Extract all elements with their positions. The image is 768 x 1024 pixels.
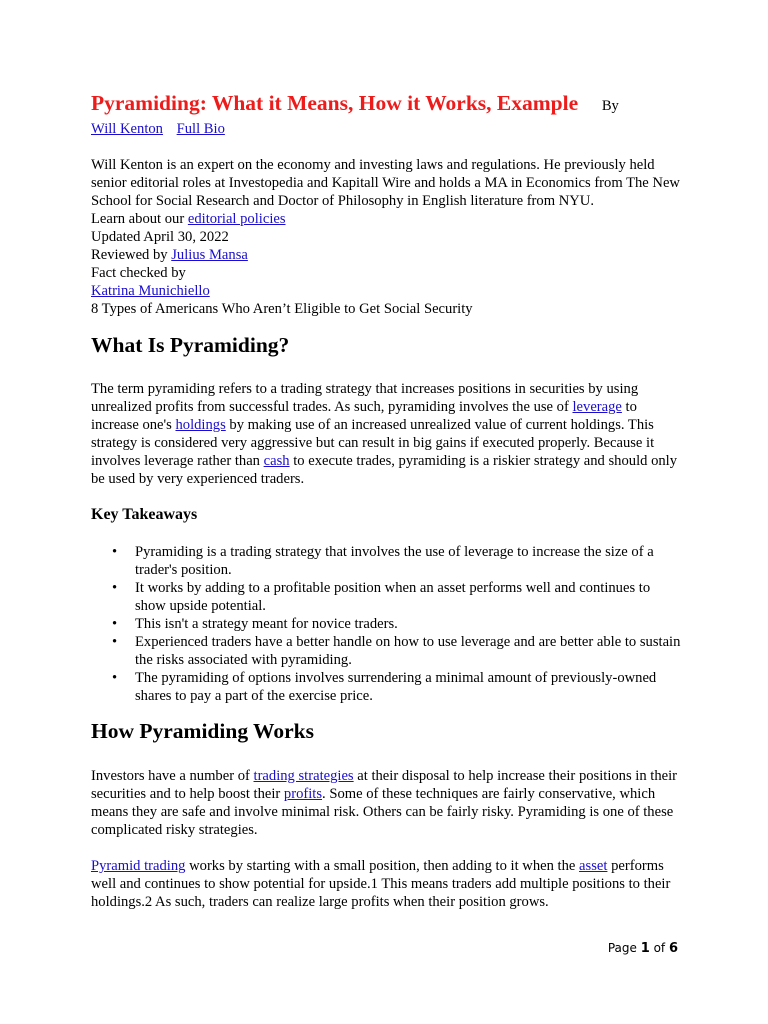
section2-paragraph-1 xyxy=(91,767,681,839)
of-word: of xyxy=(649,941,669,955)
text-span: works by starting with a small position, then adding to it when the xyxy=(185,858,580,874)
text-span: at their disposal to help increase their positions in their securities and to help boost their xyxy=(91,768,678,802)
updated-date: Updated April 30, 2022 xyxy=(91,229,229,245)
article-title: Pyramiding: What it Means, How it Works, Example xyxy=(91,91,579,115)
fact-checked-label: Fact checked by xyxy=(91,265,186,281)
current-page: 1 xyxy=(640,941,650,956)
editorial-policies-link[interactable]: editorial policies xyxy=(187,211,286,227)
leverage-link[interactable]: leverage xyxy=(572,399,622,415)
reviewed-by-label: Reviewed by xyxy=(91,247,172,263)
page-number-footer xyxy=(608,941,678,956)
list-item: • It works by adding to a profitable position when an asset performs well and continues to show upside potential. xyxy=(135,579,681,615)
full-bio-link[interactable]: Full Bio xyxy=(176,121,225,137)
text-span: performs well and continues to show potential for upside.1 This means traders add multiple positions to their holdings.2 As such, traders can realize large profits when their position grows. xyxy=(91,858,671,910)
pyramid-trading-link[interactable]: Pyramid trading xyxy=(91,858,186,874)
author-bio-block xyxy=(91,156,681,318)
trading-strategies-link[interactable]: trading strategies xyxy=(253,768,354,784)
asset-link[interactable]: asset xyxy=(579,858,608,874)
author-link[interactable]: Will Kenton xyxy=(91,121,163,137)
byline-label: By xyxy=(601,98,619,114)
cash-link[interactable]: cash xyxy=(263,453,290,469)
holdings-link[interactable]: holdings xyxy=(175,417,226,433)
title-row xyxy=(91,91,681,115)
text-span: to increase one's xyxy=(91,399,637,433)
section1-paragraph xyxy=(91,380,681,488)
editorial-line xyxy=(91,210,681,228)
reviewed-line xyxy=(91,246,681,264)
fact-checker-link[interactable]: Katrina Munichiello xyxy=(91,283,210,299)
key-takeaways-heading: Key Takeaways xyxy=(91,506,198,523)
section2-paragraph-2 xyxy=(91,857,681,911)
list-item: • Pyramiding is a trading strategy that involves the use of leverage to increase the size of a trader's position. xyxy=(135,543,681,579)
author-bio: Will Kenton is an expert on the economy and investing laws and regulations. He previously held senior editorial roles at Investopedia and Kapitall Wire and holds a MA in Economics from The New School for Social Research and Doctor of Philosophy in English literature from NYU. xyxy=(91,157,680,209)
fact-checker-line xyxy=(91,282,681,300)
profits-link[interactable]: profits xyxy=(283,786,323,802)
section-heading-what-is: What Is Pyramiding? xyxy=(91,333,290,357)
page-word: Page xyxy=(607,941,641,955)
total-pages: 6 xyxy=(668,941,678,956)
related-article: 8 Types of Americans Who Aren’t Eligible to Get Social Security xyxy=(91,301,473,317)
list-item: • This isn't a strategy meant for novice traders. xyxy=(135,615,681,633)
text-span: Investors have a number of xyxy=(91,768,254,784)
list-item: • Experienced traders have a better handle on how to use leverage and are better able to sustain the risks associated with pyramiding. xyxy=(135,633,681,669)
list-item: • The pyramiding of options involves surrendering a minimal amount of previously-owned shares to pay a part of the exercise price. xyxy=(135,669,681,705)
text-span: . Some of these techniques are fairly conservative, which means they are safe and involve minimal risk. Others can be fairly risky. Pyramiding is one of these complicated risky strategies. xyxy=(91,786,674,838)
text-span: by making use of an increased unrealized value of current holdings. This strategy is considered very aggressive but can result in big gains if executed properly. Because it involves leverage rather than xyxy=(91,417,655,469)
text-span: to execute trades, pyramiding is a riskier strategy and should only be used by very experienced traders. xyxy=(91,453,678,487)
text-span: The term pyramiding refers to a trading strategy that increases positions in securities by using unrealized profits from successful trades. As such, pyramiding involves the use of xyxy=(91,381,639,415)
section-heading-how-works: How Pyramiding Works xyxy=(91,719,314,743)
key-takeaways-list xyxy=(91,543,681,705)
author-links xyxy=(91,120,235,138)
reviewer-link[interactable]: Julius Mansa xyxy=(171,247,248,263)
learn-about-text: Learn about our xyxy=(91,211,188,227)
